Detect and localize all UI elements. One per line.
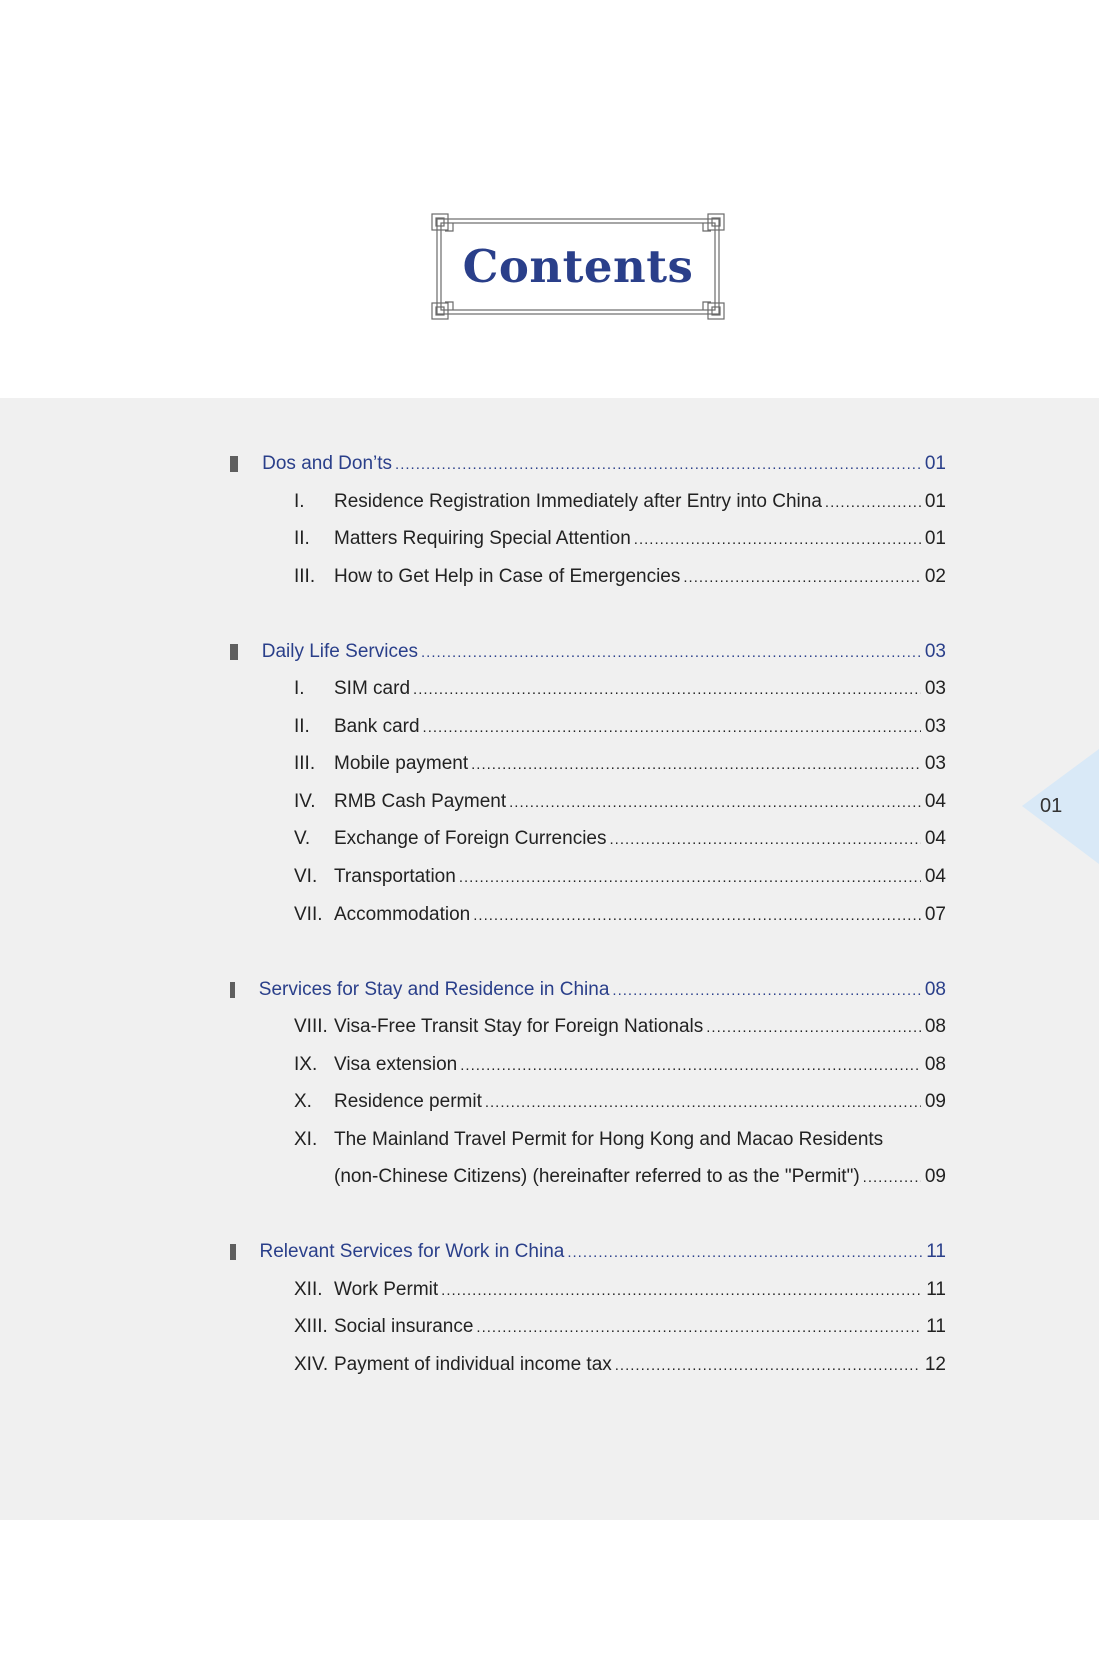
toc-page-number: 01 [924, 528, 946, 549]
toc-item-label: Transportation [334, 866, 456, 887]
square-bullet-icon [230, 982, 235, 998]
dot-leader [509, 784, 921, 821]
toc-item[interactable] [294, 1083, 946, 1120]
dot-leader [395, 446, 921, 483]
toc-page-number: 11 [926, 1279, 946, 1300]
toc-page-number: 12 [924, 1354, 946, 1375]
toc-item-label: (non-Chinese Citizens) (hereinafter referred to as the "Permit") [334, 1166, 860, 1187]
dot-leader [473, 897, 921, 934]
square-bullet-icon [230, 456, 238, 472]
toc-page-number: 09 [924, 1166, 946, 1187]
toc-item-label: The Mainland Travel Permit for Hong Kong and Macao Residents [334, 1129, 884, 1150]
toc-page-number: 11 [926, 1241, 946, 1262]
toc-heading-label: Daily Life Services [261, 641, 419, 662]
dot-leader [459, 859, 921, 896]
toc-item-numeral: VII. [294, 904, 323, 925]
toc-page-number: 04 [924, 791, 946, 812]
toc-page-number: 04 [924, 866, 946, 887]
toc-page-number: 03 [924, 753, 946, 774]
toc-page-number: 02 [924, 566, 946, 587]
toc-item-continuation[interactable] [294, 1158, 946, 1195]
dot-leader [825, 484, 921, 521]
toc-item-numeral: I. [294, 491, 305, 512]
toc-item[interactable] [294, 896, 946, 933]
toc-item-label: RMB Cash Payment [334, 791, 507, 812]
dot-leader [471, 746, 921, 783]
toc-item-label: Visa-Free Transit Stay for Foreign Nationals [334, 1016, 704, 1037]
dot-leader [421, 634, 921, 671]
dot-leader [460, 1047, 921, 1084]
toc-section-heading[interactable] [230, 445, 946, 482]
toc-item-numeral: III. [294, 566, 316, 587]
toc-item-label: Matters Requiring Special Attention [334, 528, 631, 549]
toc-item[interactable] [294, 708, 946, 745]
toc-item[interactable] [294, 783, 946, 820]
toc-item[interactable] [294, 745, 946, 782]
toc-item-label: Payment of individual income tax [334, 1354, 612, 1375]
dot-leader [476, 1309, 922, 1346]
dot-leader [706, 1009, 921, 1046]
dot-leader [634, 521, 921, 558]
toc-section-heading[interactable] [230, 633, 946, 670]
toc-page-number: 03 [924, 641, 946, 662]
toc-page-number: 03 [924, 716, 946, 737]
toc-item[interactable] [294, 558, 946, 595]
toc-item-numeral: X. [294, 1091, 312, 1112]
page-number: 01 [1040, 795, 1063, 817]
toc-item-numeral: XII. [294, 1279, 323, 1300]
toc-item[interactable] [294, 1046, 946, 1083]
toc-item-numeral: IV. [294, 791, 316, 812]
toc-item[interactable] [294, 1271, 946, 1308]
dot-leader [615, 1347, 921, 1384]
toc-item-numeral: XIV. [294, 1354, 329, 1375]
toc-heading-label: Services for Stay and Residence in China [258, 979, 610, 1000]
toc-item[interactable] [294, 820, 946, 857]
toc-item[interactable] [294, 1308, 946, 1345]
toc-item-numeral: V. [294, 828, 311, 849]
toc-heading-label: Relevant Services for Work in China [259, 1241, 565, 1262]
toc-item-label: Residence Registration Immediately after Entry into China [334, 491, 822, 512]
toc-item-label: SIM card [334, 678, 411, 699]
toc-item-numeral: VIII. [294, 1016, 328, 1037]
dot-leader [413, 671, 921, 708]
toc-item-label: Work Permit [334, 1279, 439, 1300]
toc-page-number: 01 [924, 453, 946, 474]
dot-leader [423, 709, 921, 746]
toc-item[interactable] [294, 858, 946, 895]
toc-page-number: 03 [924, 678, 946, 699]
toc-item-label: Accommodation [334, 904, 471, 925]
contents-title-frame [431, 213, 725, 320]
toc-page-number: 09 [924, 1091, 946, 1112]
toc-item-numeral: XI. [294, 1129, 318, 1150]
toc-section-heading[interactable] [230, 1233, 946, 1270]
dot-leader [567, 1234, 922, 1271]
toc-page-number: 07 [924, 904, 946, 925]
dot-leader [863, 1159, 921, 1196]
toc-item-label: How to Get Help in Case of Emergencies [334, 566, 681, 587]
toc-page-number: 08 [924, 1054, 946, 1075]
toc-item-numeral: III. [294, 753, 316, 774]
toc-item-numeral: IX. [294, 1054, 318, 1075]
toc-item-label: Residence permit [334, 1091, 482, 1112]
toc-item-label: Social insurance [334, 1316, 474, 1337]
toc-item[interactable] [294, 483, 946, 520]
square-bullet-icon [230, 644, 238, 660]
toc-item-numeral: VI. [294, 866, 318, 887]
toc-page-number: 04 [924, 828, 946, 849]
toc-page-number: 08 [924, 1016, 946, 1037]
square-bullet-icon [230, 1244, 236, 1260]
toc-section-heading[interactable] [230, 971, 946, 1008]
toc-item[interactable] [294, 670, 946, 707]
toc-page-number: 08 [924, 979, 946, 1000]
toc-item-label: Bank card [334, 716, 420, 737]
dot-leader [485, 1084, 921, 1121]
page-title: Contents [462, 240, 694, 293]
toc-item-numeral: XIII. [294, 1316, 328, 1337]
toc-item[interactable] [294, 1121, 946, 1158]
dot-leader [609, 821, 920, 858]
toc-item[interactable] [294, 520, 946, 557]
toc-item[interactable] [294, 1346, 946, 1383]
toc-item-label: Visa extension [334, 1054, 458, 1075]
toc-item-label: Mobile payment [334, 753, 469, 774]
toc-page-number: 11 [926, 1316, 946, 1337]
dot-leader [683, 559, 920, 596]
toc-item-numeral: II. [294, 528, 310, 549]
dot-leader [612, 972, 920, 1009]
toc-item[interactable] [294, 1008, 946, 1045]
toc-page-number: 01 [924, 491, 946, 512]
dot-leader [441, 1272, 922, 1309]
toc-item-numeral: II. [294, 716, 310, 737]
toc-item-numeral: I. [294, 678, 305, 699]
toc-heading-label: Dos and Don’ts [262, 453, 393, 474]
toc-item-label: Exchange of Foreign Currencies [334, 828, 607, 849]
